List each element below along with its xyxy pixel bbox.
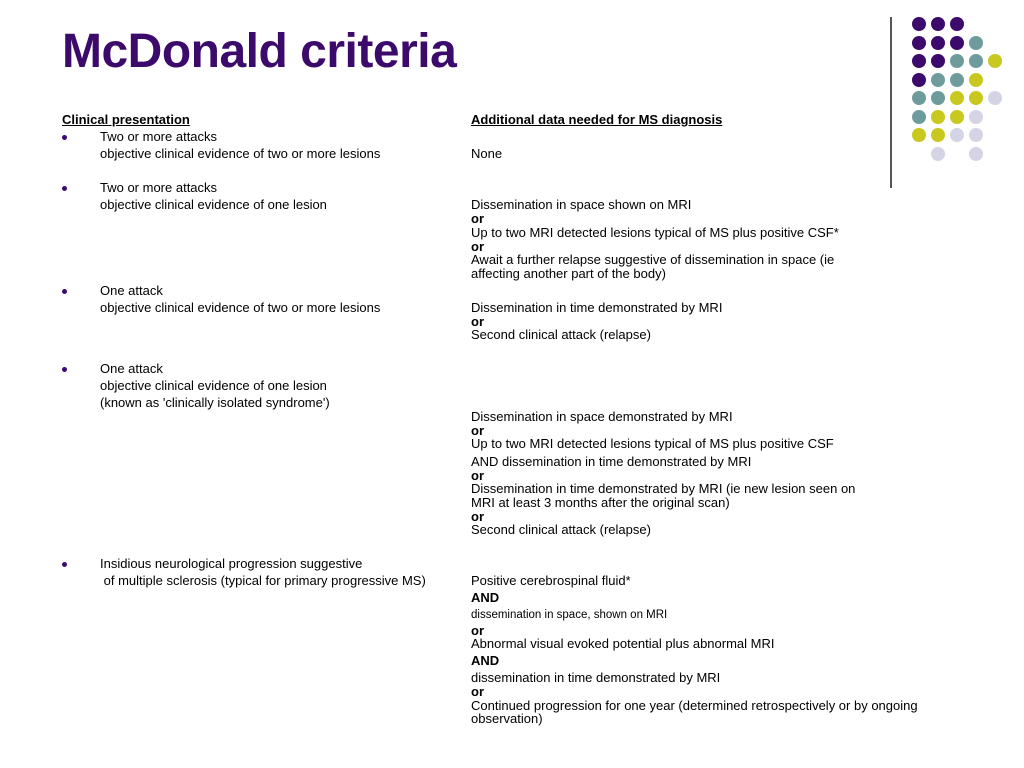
dot <box>931 73 945 87</box>
dot <box>931 128 945 142</box>
row-data-line: Positive cerebrospinal fluid* <box>471 573 631 588</box>
row-data-connector: or <box>471 509 484 524</box>
row-data-line: Dissemination in space shown on MRI <box>471 197 692 212</box>
row-detail: objective clinical evidence of one lesion <box>100 197 327 212</box>
header-additional-data: Additional data needed for MS diagnosis <box>471 112 723 127</box>
dot <box>931 110 945 124</box>
row-data-connector: AND <box>471 590 500 605</box>
row-data-connector: or <box>471 468 484 483</box>
row-data-line: Dissemination in time demonstrated by MRI <box>471 300 723 315</box>
dot <box>969 36 983 50</box>
row-detail: objective clinical evidence of two or more lesions <box>100 300 381 315</box>
dot <box>969 73 983 87</box>
row-data-connector: or <box>471 211 484 226</box>
dot <box>969 147 983 161</box>
row-data-line: affecting another part of the body) <box>471 266 666 281</box>
row-bullet: One attack <box>100 361 163 376</box>
row-data-connector: or <box>471 623 484 638</box>
row-detail: of multiple sclerosis (typical for primary progressive MS) <box>100 573 426 588</box>
dot <box>931 147 945 161</box>
dot <box>950 91 964 105</box>
dot <box>912 128 926 142</box>
row-bullet: Two or more attacks <box>100 129 218 144</box>
row-data-connector: or <box>471 684 484 699</box>
row-data-connector: or <box>471 314 484 329</box>
dot <box>969 110 983 124</box>
row-bullet: Insidious neurological progression suggestive <box>100 556 363 571</box>
dot <box>931 17 945 31</box>
row-data-connector: or <box>471 423 484 438</box>
divider-line <box>890 17 892 188</box>
dot <box>912 73 926 87</box>
row-data-line: Up to two MRI detected lesions typical of MS plus positive CSF* <box>471 225 839 240</box>
dot <box>931 91 945 105</box>
dot <box>912 91 926 105</box>
dot <box>950 36 964 50</box>
dot <box>912 54 926 68</box>
dot <box>931 54 945 68</box>
row-data-line: Second clinical attack (relapse) <box>471 327 651 342</box>
dot <box>912 36 926 50</box>
dot <box>950 73 964 87</box>
row-data-line: dissemination in time demonstrated by MRI <box>471 670 721 685</box>
header-clinical-presentation: Clinical presentation <box>62 112 190 127</box>
dot <box>950 54 964 68</box>
row-bullet: Two or more attacks <box>100 180 218 195</box>
row-data-line: Dissemination in space demonstrated by MRI <box>471 409 733 424</box>
bullet-icon <box>62 367 67 372</box>
row-data-line: AND dissemination in time demonstrated by MRI <box>471 454 752 469</box>
bullet-icon <box>62 135 67 140</box>
bullet-icon <box>62 562 67 567</box>
row-bullet: One attack <box>100 283 163 298</box>
row-data-connector: or <box>471 239 484 254</box>
row-data-line: observation) <box>471 711 543 726</box>
row-data-connector: AND <box>471 653 500 668</box>
dot <box>969 128 983 142</box>
bullet-icon <box>62 289 67 294</box>
row-detail: objective clinical evidence of one lesion <box>100 378 327 393</box>
dot <box>912 17 926 31</box>
dot <box>969 54 983 68</box>
row-data-line: dissemination in space, shown on MRI <box>471 609 668 621</box>
dot <box>988 91 1002 105</box>
dot <box>969 91 983 105</box>
dot <box>912 110 926 124</box>
row-data-line: Second clinical attack (relapse) <box>471 522 651 537</box>
row-data-line: None <box>471 146 503 161</box>
row-detail: objective clinical evidence of two or more lesions <box>100 146 381 161</box>
row-data-line: MRI at least 3 months after the original scan) <box>471 495 730 510</box>
row-data-line: Await a further relapse suggestive of dissemination in space (ie <box>471 252 835 267</box>
row-data-line: Up to two MRI detected lesions typical of MS plus positive CSF <box>471 436 834 451</box>
bullet-icon <box>62 186 67 191</box>
dot <box>988 54 1002 68</box>
dot <box>931 36 945 50</box>
row-data-line: Abnormal visual evoked potential plus abnormal MRI <box>471 636 775 651</box>
dot <box>950 17 964 31</box>
row-data-line: Dissemination in time demonstrated by MRI (ie new lesion seen on <box>471 481 856 496</box>
slide-title: McDonald criteria <box>62 25 457 78</box>
row-detail-secondary: (known as 'clinically isolated syndrome') <box>100 395 330 410</box>
row-data-line: Continued progression for one year (determined retrospectively or by ongoing <box>471 698 918 713</box>
dot <box>950 110 964 124</box>
dot <box>950 128 964 142</box>
